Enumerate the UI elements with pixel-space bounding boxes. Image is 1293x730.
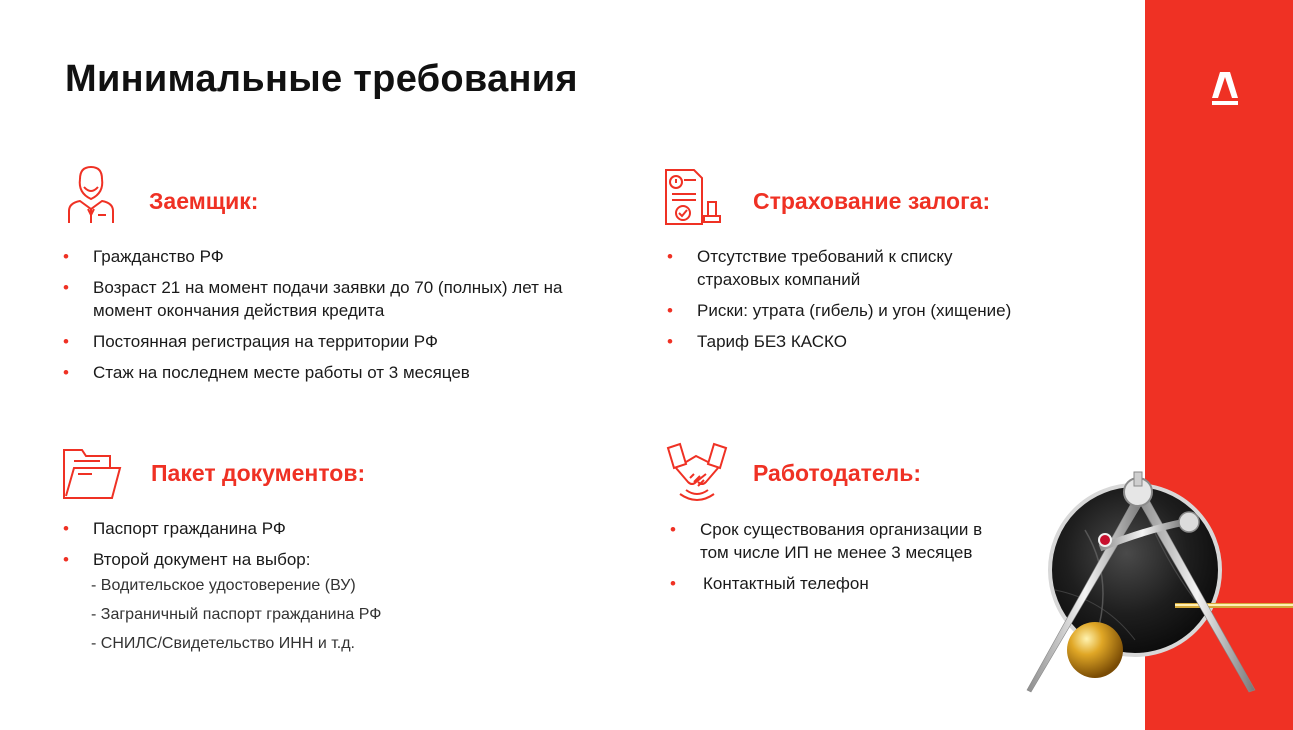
borrower-title: Заемщик: [149, 188, 259, 214]
sub-list-item: - СНИЛС/Свидетельство ИНН и т.д. [91, 635, 355, 652]
documents-sublist [91, 575, 583, 655]
document-stamp-icon [664, 168, 722, 226]
employer-title: Работодатель: [753, 460, 922, 486]
alfa-logo-icon [1212, 70, 1238, 106]
list-item: • Контактный телефон [670, 572, 1090, 595]
folder-icon [62, 448, 122, 500]
documents-list [63, 517, 583, 663]
list-item: • Возраст 21 на момент подачи заявки до 70 (полных) лет на момент окончания действия кредита [63, 276, 623, 322]
list-item: • Срок существования организации в том числе ИП не менее 3 месяцев [670, 518, 990, 564]
borrower-list [63, 245, 623, 392]
insurance-list [667, 245, 1107, 361]
page-title: Минимальные требования [65, 58, 578, 100]
handshake-icon [666, 442, 728, 504]
sub-list-item: - Водительское удостоверение (ВУ) [91, 577, 356, 594]
list-item: • Паспорт гражданина РФ [63, 517, 583, 540]
sub-list-item: - Заграничный паспорт гражданина РФ [91, 606, 382, 623]
list-item: • Тариф БЕЗ КАСКО [667, 330, 1107, 353]
compass-illustration [1025, 470, 1293, 700]
list-item: • Гражданство РФ [63, 245, 623, 268]
list-item: • Отсутствие требований к списку страховых компаний [667, 245, 1027, 291]
documents-title: Пакет документов: [151, 460, 366, 486]
insurance-title: Страхование залога: [753, 188, 991, 214]
list-item: • Риски: утрата (гибель) и угон (хищение) [667, 299, 1107, 322]
list-item-label: Второй документ на выбор: [93, 550, 311, 569]
person-icon [66, 163, 116, 225]
list-item: • Постоянная регистрация на территории РФ [63, 330, 623, 353]
list-item [63, 548, 583, 655]
list-item: • Стаж на последнем месте работы от 3 месяцев [63, 361, 623, 384]
